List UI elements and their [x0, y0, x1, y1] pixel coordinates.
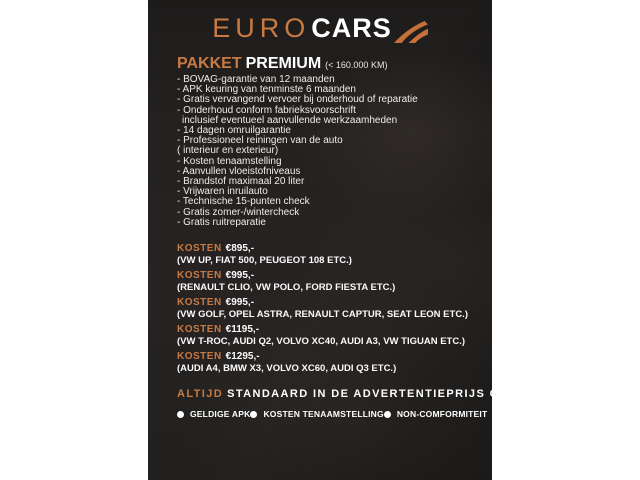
flyer-panel	[148, 0, 581, 480]
feature-item: - Kosten tenaamstelling	[177, 155, 282, 167]
pricing-tier	[177, 295, 482, 320]
included-heading-rest: STANDAARD IN DE ADVERTENTIEPRIJS OPGENOMEN:	[227, 388, 581, 400]
eurocars-logo	[148, 10, 492, 46]
package-title	[177, 55, 387, 73]
included-item-label: KOSTEN TENAAMSTELLING	[263, 409, 384, 419]
included-item-label: GELDIGE APK	[190, 409, 251, 419]
bullet-dot-icon	[250, 411, 257, 418]
included-heading-highlight: ALTIJD	[177, 388, 224, 400]
included-item	[177, 409, 250, 419]
pricing-tier-price-row	[177, 349, 482, 363]
tier-car-models: (VW GOLF, OPEL ASTRA, RENAULT CAPTUR, SEAT LEON ETC.)	[177, 308, 468, 320]
included-item	[384, 409, 488, 419]
tier-car-models: (RENAULT CLIO, VW POLO, FORD FIESTA ETC.)	[177, 281, 396, 293]
pricing-tiers	[177, 241, 482, 376]
package-title-rest: PREMIUM	[245, 55, 322, 72]
included-item-label: NON-COMFORMITEIT	[396, 409, 488, 419]
tier-car-models: (AUDI A4, BMW X3, VOLVO XC60, AUDI Q3 ETC.)	[177, 362, 397, 374]
kosten-label: KOSTEN	[177, 270, 222, 281]
feature-item: - 14 dagen omruilgarantie	[177, 125, 291, 137]
feature-item: - APK keuring van tenminste 6 maanden	[177, 84, 356, 96]
feature-list	[177, 75, 478, 228]
kosten-label: KOSTEN	[177, 324, 222, 335]
kosten-label: KOSTEN	[177, 351, 222, 362]
included-items-row	[177, 409, 488, 419]
included-heading	[177, 384, 581, 402]
tier-price: €895,-	[225, 243, 255, 254]
pricing-tier	[177, 349, 482, 374]
pricing-tier-price-row	[177, 322, 482, 336]
feature-item: - Aanvullen vloeistofniveaus	[177, 165, 301, 177]
feature-item: - Gratis vervangend vervoer bij onderhoud of reparatie	[177, 94, 418, 106]
feature-item: - Vrijwaren inruilauto	[177, 186, 268, 198]
tier-price: €1295,-	[225, 351, 260, 362]
feature-item: - Technische 15-punten check	[177, 196, 310, 208]
included-section	[177, 384, 581, 419]
pricing-tier	[177, 322, 482, 347]
pricing-tier-price-row	[177, 241, 482, 255]
feature-item: - Professioneel reiningen van de auto	[177, 135, 343, 147]
bullet-dot-icon	[384, 411, 391, 418]
tier-car-models: (VW T-ROC, AUDI Q2, VOLVO XC40, AUDI A3, VW TIGUAN ETC.)	[177, 335, 466, 347]
tier-price: €1195,-	[225, 324, 260, 335]
logo-text-euro: EURO	[212, 12, 311, 43]
pricing-tier-price-row	[177, 268, 482, 282]
pricing-tier	[177, 268, 482, 293]
feature-item: - Onderhoud conform fabrieksvoorschrift	[177, 104, 356, 116]
pricing-tier-price-row	[177, 295, 482, 309]
feature-item: - Gratis zomer-/wintercheck	[177, 206, 300, 218]
kosten-label: KOSTEN	[177, 297, 222, 308]
feature-item: - BOVAG-garantie van 12 maanden	[177, 74, 335, 85]
feature-item: - Brandstof maximaal 20 liter	[177, 176, 305, 188]
pricing-tier	[177, 241, 482, 266]
feature-item: - Gratis ruitreparatie	[177, 216, 266, 228]
tier-price: €995,-	[225, 297, 255, 308]
road-swoosh-icon	[394, 21, 428, 43]
included-item	[250, 409, 383, 419]
kosten-label: KOSTEN	[177, 243, 222, 254]
feature-item: ( interieur en exterieur)	[177, 145, 279, 157]
package-km-note: (< 160.000 KM)	[325, 60, 388, 70]
tier-car-models: (VW UP, FIAT 500, PEUGEOT 108 ETC.)	[177, 254, 352, 266]
feature-item: inclusief eventueel aanvullende werkzaamheden	[182, 114, 398, 126]
tier-price: €995,-	[225, 270, 255, 281]
bullet-dot-icon	[177, 411, 184, 418]
package-title-highlight: PAKKET	[177, 55, 242, 72]
logo-text-cars: CARS	[311, 12, 392, 43]
